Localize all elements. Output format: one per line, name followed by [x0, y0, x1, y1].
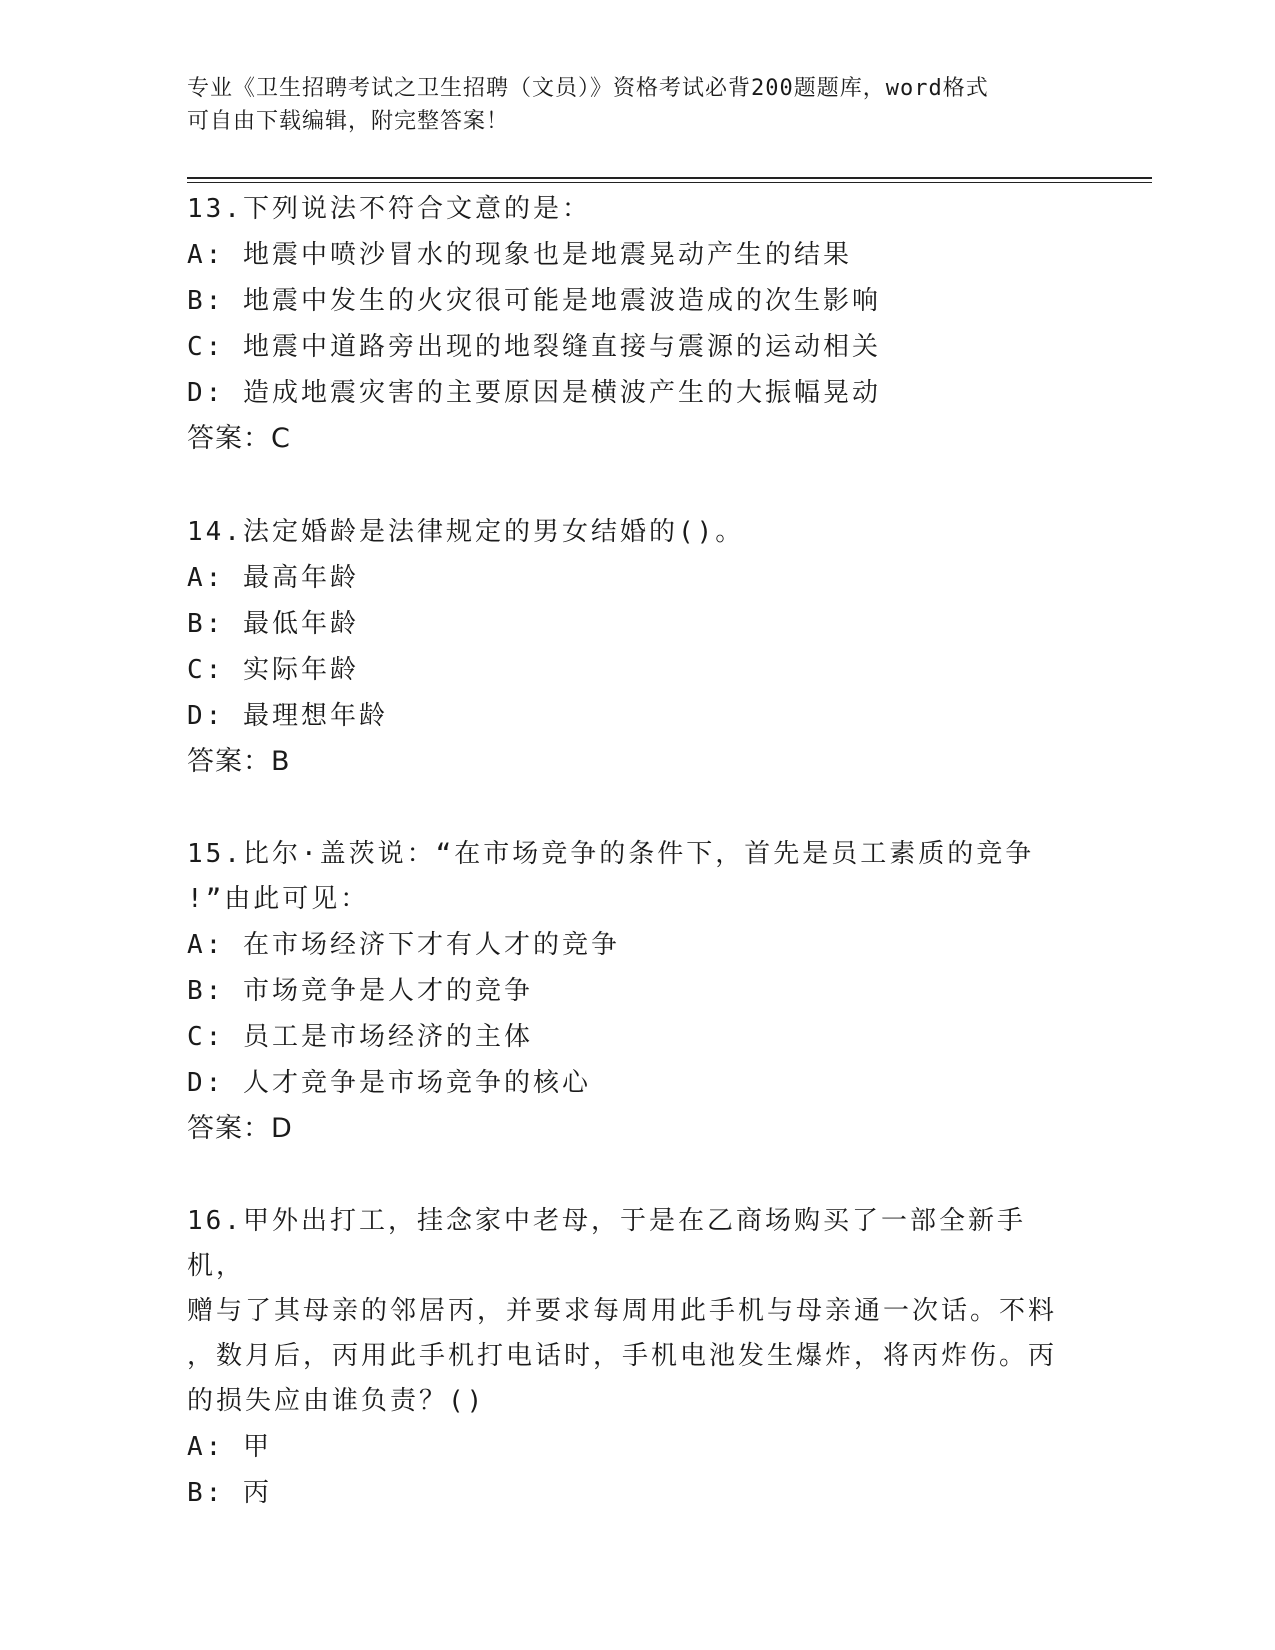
question-list — [187, 186, 1067, 1516]
answer-line: 答案：C — [187, 423, 291, 454]
answer-line: 答案：B — [187, 746, 291, 777]
question-stem-line-4: 的损失应由谁负责？() — [187, 1386, 486, 1416]
option-d: D: 造成地震灾害的主要原因是横波产生的大振幅晃动 — [187, 378, 881, 408]
question-16 — [187, 1199, 1067, 1516]
question-stem-line-2: !”由此可见： — [187, 884, 370, 914]
question-stem: 13.下列说法不符合文意的是： — [187, 194, 591, 224]
question-14 — [187, 509, 1067, 784]
question-stem: 14.法定婚龄是法律规定的男女结婚的()。 — [187, 517, 745, 547]
option-c: C: 地震中道路旁出现的地裂缝直接与震源的运动相关 — [187, 332, 881, 362]
question-stem-line-1: 15.比尔·盖茨说：“在市场竞争的条件下，首先是员工素质的竞争 — [187, 839, 1035, 869]
question-15 — [187, 832, 1067, 1151]
header-line-1: 专业《卫生招聘考试之卫生招聘（文员）》资格考试必背200题题库，word格式 — [187, 76, 989, 101]
option-c: C: 员工是市场经济的主体 — [187, 1022, 533, 1052]
option-d: D: 最理想年龄 — [187, 701, 388, 731]
option-c: C: 实际年龄 — [187, 655, 359, 685]
option-a: A: 甲 — [187, 1432, 272, 1462]
header-divider — [187, 177, 1152, 183]
option-a: A: 在市场经济下才有人才的竞争 — [187, 930, 620, 960]
question-13 — [187, 186, 1067, 461]
option-b: B: 最低年龄 — [187, 609, 359, 639]
option-b: B: 丙 — [187, 1478, 272, 1508]
option-a: A: 最高年龄 — [187, 563, 359, 593]
option-d: D: 人才竞争是市场竞争的核心 — [187, 1068, 591, 1098]
answer-line: 答案：D — [187, 1113, 293, 1144]
option-b: B: 地震中发生的火灾很可能是地震波造成的次生影响 — [187, 286, 881, 316]
document-header — [187, 72, 1067, 138]
question-stem-line-1: 16.甲外出打工，挂念家中老母，于是在乙商场购买了一部全新手机， — [187, 1206, 1026, 1281]
option-b: B: 市场竞争是人才的竞争 — [187, 976, 533, 1006]
option-a: A: 地震中喷沙冒水的现象也是地震晃动产生的结果 — [187, 240, 852, 270]
question-stem-line-3: ，数月后，丙用此手机打电话时，手机电池发生爆炸，将丙炸伤。丙 — [187, 1341, 1058, 1371]
question-stem-line-2: 赠与了其母亲的邻居丙，并要求每周用此手机与母亲通一次话。不料 — [187, 1296, 1058, 1326]
header-line-2: 可自由下载编辑，附完整答案！ — [187, 109, 510, 134]
